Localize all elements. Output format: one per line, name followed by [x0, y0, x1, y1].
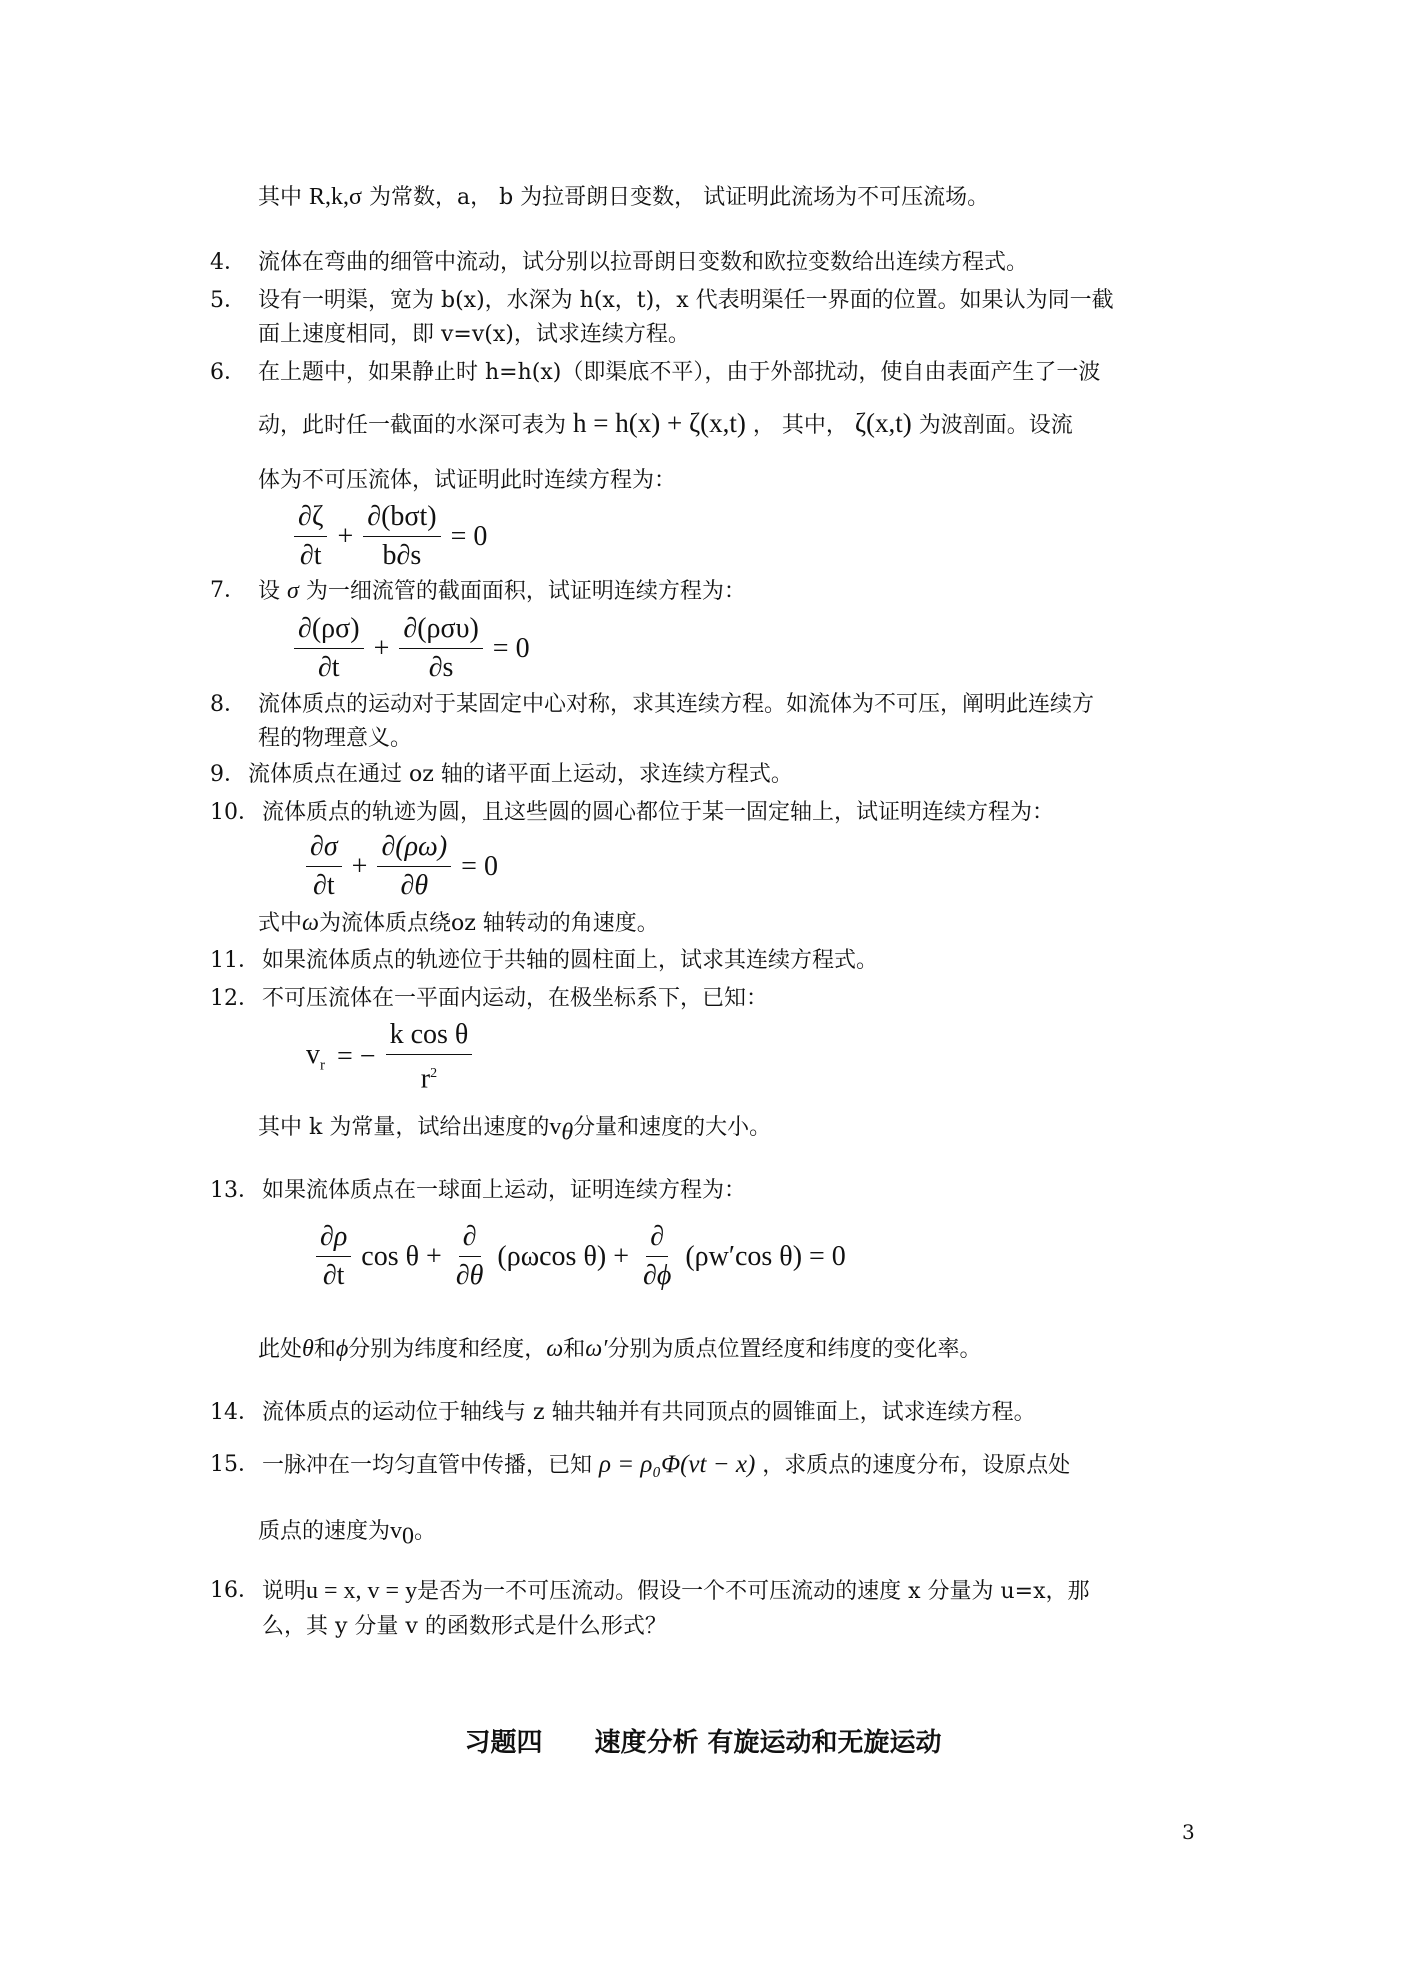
item-16-continuation: 么，其 y 分量 v 的函数形式是什么形式？ [262, 1614, 667, 1639]
eq6-frac-2: $\frac{\text{∂(bσt)}}{b\partial s}$ [363, 500, 440, 573]
item-10-number: 10． [210, 800, 260, 825]
eq13-frac-2: $\frac{\partial}{\partial\theta}$ [455, 1221, 484, 1291]
item-10-omega: ω [302, 910, 319, 936]
item-8-text: 流体质点的运动对于某固定中心对称，求其连续方程。如流体为不可压，阐明此连续方 [258, 692, 1095, 717]
section-title: 习题四 速度分析 有旋运动和无旋运动 [464, 1728, 942, 1758]
item-16-text: 说明u = x, v = y是否为一不可压流动。假设一个不可压流动的速度 x 分量为 u=x，那 [262, 1578, 1090, 1604]
item-13-number: 13． [210, 1178, 260, 1203]
item-5-continuation: 面上速度相同，即 v=v(x)，试求连续方程。 [258, 322, 690, 347]
item-6-cont-pre: 动，此时任一截面的水深可表为 [258, 413, 567, 438]
intro-post: 为常数，a， b 为拉哥朗日变数， 试证明此流场为不可压流场。 [368, 185, 990, 210]
item-6-number: 6． [210, 360, 246, 385]
item-6-continuation [258, 408, 1073, 441]
intro-pre: 其中 [258, 185, 303, 210]
item-11-number: 11． [210, 948, 260, 973]
eq12-frac: $\frac{\text{k cos θ}}{r^2}$ [386, 1018, 473, 1096]
equation-10: $\frac{\partial\sigma}{\partial t}$ + $\frac{\partial(\rho\omega)}{\partial\theta}$ = 0 [302, 830, 504, 903]
item-6-wave-profile: ζ(x,t) [854, 408, 912, 438]
item-14-number: 14． [210, 1400, 260, 1425]
equation-12: $v_r$ = − $\frac{\text{k cos θ}}{r^2}$ [300, 1018, 476, 1096]
item-8-number: 8． [210, 692, 246, 717]
page-number: 3 [1182, 1820, 1195, 1844]
intro-symbols: R,k,σ [309, 184, 362, 210]
equation-7: $\frac{\partial(\rho\sigma)}{\partial t}$ + $\frac{\text{∂(ρσυ)}}{\partial s}$ = 0 [290, 612, 536, 685]
item-6-continuation-2: 体为不可压流体，试证明此时连续方程为： [258, 468, 677, 493]
equation-6: $\frac{\partial\zeta}{\partial t}$ + $\frac{\text{∂(bσt)}}{b\partial s}$ = 0 [290, 500, 493, 573]
item-12-text: 不可压流体在一平面内运动，在极坐标系下，已知： [262, 986, 769, 1011]
eq7-frac-2: $\frac{\text{∂(ρσυ)}}{\partial s}$ [399, 612, 482, 685]
item-15-number: 15． [210, 1452, 260, 1477]
item-5-number: 5． [210, 288, 246, 313]
item-6-depth-formula: h = h(x) + ζ(x,t) [573, 408, 746, 438]
item-15-continuation: 质点的速度为$v_0$。 [258, 1518, 437, 1550]
item-7-sigma: σ [287, 578, 299, 604]
eq10-frac-2: $\frac{\partial(\rho\omega)}{\partial\theta}$ [377, 830, 451, 903]
item-12-number: 12． [210, 986, 260, 1011]
item-13-note: 此处θ和ϕ分别为纬度和经度，ω和ω′分别为质点位置经度和纬度的变化率。 [258, 1336, 982, 1362]
item-15-text: 一脉冲在一均匀直管中传播，已知 ρ = ρ₀Φ(vt − x) ，求质点的速度分布，设原点处 [262, 1451, 1071, 1478]
equation-13: $\frac{\partial\rho}{\partial t}$ cos θ + $\frac{\partial}{\partial\theta}$ (ρωcos θ) + $\frac{\partial}{\partial\phi}$ (ρw′cos θ) = 0 [312, 1220, 852, 1293]
item-12-note: 其中 k 为常量，试给出速度的$v_\theta$分量和速度的大小。 [258, 1114, 772, 1146]
eq6-frac-1: $\frac{\partial\zeta}{\partial t}$ [294, 500, 327, 573]
item-9-text: 流体质点在通过 oz 轴的诸平面上运动，求连续方程式。 [248, 762, 793, 787]
eq7-frac-1: $\frac{\partial(\rho\sigma)}{\partial t}$ [294, 612, 364, 685]
eq13-frac-1: $\frac{\partial\rho}{\partial t}$ [316, 1220, 351, 1293]
eq10-frac-1: $\frac{\partial\sigma}{\partial t}$ [306, 830, 342, 903]
item-6-cont-mid: ， 其中， [752, 413, 848, 438]
item-10-note: 式中ω为流体质点绕oz 轴转动的角速度。 [258, 910, 659, 936]
item-4-text: 流体在弯曲的细管中流动，试分别以拉哥朗日变数和欧拉变数给出连续方程式。 [258, 250, 1029, 275]
item-13-text: 如果流体质点在一球面上运动，证明连续方程为： [262, 1178, 747, 1203]
item-11-text: 如果流体质点的轨迹位于共轴的圆柱面上，试求其连续方程式。 [262, 948, 879, 973]
item-10-text: 流体质点的轨迹为圆，且这些圆的圆心都位于某一固定轴上，试证明连续方程为： [262, 800, 1055, 825]
item-7-text: 设 σ 为一细流管的截面面积，试证明连续方程为： [258, 578, 746, 604]
item-8-continuation: 程的物理意义。 [258, 726, 413, 751]
item-4-number: 4． [210, 250, 246, 275]
item-5-text: 设有一明渠，宽为 b(x)，水深为 h(x，t)，x 代表明渠任一界面的位置。如果认为同一截 [258, 288, 1114, 313]
item-6-text: 在上题中，如果静止时 h=h(x)（即渠底不平），由于外部扰动，使自由表面产生了一波 [258, 360, 1101, 385]
intro-line [258, 182, 989, 213]
item-16-number: 16． [210, 1578, 260, 1603]
eq13-frac-3: $\frac{\partial}{\partial\phi}$ [642, 1221, 672, 1291]
item-14-text: 流体质点的运动位于轴线与 z 轴共轴并有共同顶点的圆锥面上，试求连续方程。 [262, 1400, 1036, 1425]
item-16-velocity: u = x, v = y [306, 1578, 418, 1604]
item-6-cont-post: 为波剖面。设流 [918, 413, 1073, 438]
item-7-number: 7． [210, 578, 246, 603]
item-9-number: 9． [210, 762, 246, 787]
item-15-density-formula: ρ = ρ₀Φ(vt − x) [599, 1451, 756, 1478]
